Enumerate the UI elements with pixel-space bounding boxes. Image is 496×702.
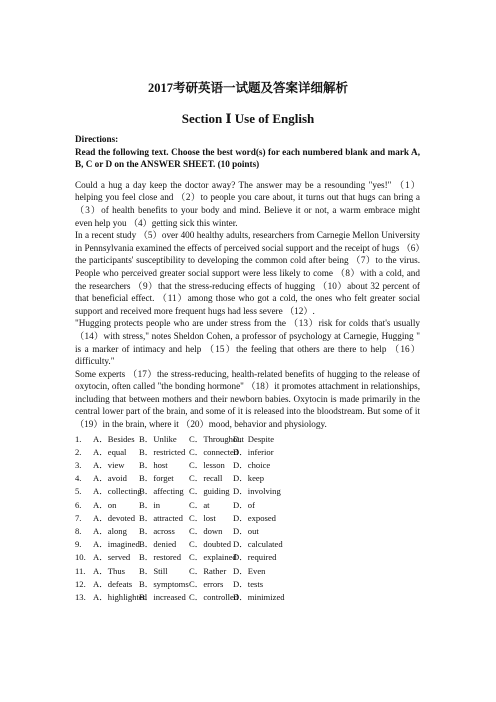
answer-option: A．defeats [93,578,133,589]
answer-option: D．Despite [233,433,275,444]
answer-option: B．restored [139,552,182,563]
answer-options-list [75,433,420,605]
answer-option: B．in [139,499,161,510]
answer-option: C．down [189,526,223,537]
answer-option: C．controlled [189,592,239,603]
question-number: 2. [75,446,82,457]
question-number: 9. [75,539,82,550]
question-number: 6. [75,499,82,510]
question-number: 5. [75,486,82,497]
answer-option: B．attracted [139,512,183,523]
option-row [75,591,420,604]
answer-option: A．Thus [93,565,125,576]
answer-option: B．restricted [139,446,186,457]
answer-option: A．avoid [93,473,127,484]
answer-option: A．view [93,460,125,471]
answer-option: C．explained [189,552,237,563]
answer-option: D．exposed [233,512,276,523]
answer-option: B．affecting [139,486,184,497]
directions-text: Read the following text. Choose the best word(s) for each numbered blank and mark A, B, C or D on the ANSWER SHEET. (10 points) [75,146,420,170]
option-row [75,565,420,578]
answer-option: B．forget [139,473,174,484]
answer-option: A．on [93,499,117,510]
option-row [75,433,420,446]
answer-option: D．Even [233,565,266,576]
answer-option: C．lesson [189,460,225,471]
option-row [75,499,420,512]
answer-option: D．calculated [233,539,283,550]
answer-option: C．Throughout [189,433,244,444]
answer-option: A．highlighted [93,592,147,603]
document-title: 2017考研英语一试题及答案详细解析 [147,81,348,95]
question-number: 12. [75,578,86,589]
question-number: 3. [75,460,82,471]
option-row [75,525,420,538]
option-row [75,551,420,564]
answer-option: B．denied [139,539,177,550]
option-row [75,512,420,525]
answer-option: A．collecting [93,486,142,497]
answer-option: C．connected [189,446,239,457]
answer-option: C．guiding [189,486,230,497]
answer-option: C．at [189,499,210,510]
document-body [75,133,420,604]
passage-paragraph-3: "Hugging protects people who are under stress from the （13）risk for colds that's usually （14）with stress," notes Sheldon Cohen, a professor of psychology at Carnegie, Hugging " is a marker of intimacy and help （15）the feeling that others are there to help （16）difficulty." [75,318,420,367]
answer-option: B．host [139,460,168,471]
answer-option: D．choice [233,460,271,471]
question-number: 8. [75,526,82,537]
option-row [75,578,420,591]
spacer [75,171,420,179]
answer-option: B．increased [139,592,186,603]
answer-option: A．along [93,526,127,537]
answer-option: D．involving [233,486,281,497]
option-row [75,485,420,498]
answer-option: C．recall [189,473,223,484]
answer-option: B．Unlike [139,433,177,444]
question-number: 10. [75,552,86,563]
answer-option: A．served [93,552,131,563]
option-row [75,459,420,472]
question-number: 1. [75,433,82,444]
question-number: 11. [75,565,86,576]
passage-paragraph-1: Could a hug a day keep the doctor away? The answer may be a resounding "yes!" （1）helping you feel close and （2）to people you care about, it turns out that hugs can bring a （3）of health benefits to your body and mind. Believe it or not, a warm embrace might even help you （4）getting sick this winter. [75,179,420,228]
answer-option: D．of [233,499,255,510]
answer-option: A．devoted [93,512,136,523]
answer-option: A．equal [93,446,127,457]
answer-option: D．inferior [233,446,274,457]
answer-option: C．doubted [189,539,232,550]
section-heading: Section Ⅰ Use of English [181,111,315,126]
answer-option: C．errors [189,578,224,589]
answer-option: D．keep [233,473,265,484]
passage-paragraph-2: In a recent study （5）over 400 healthy adults, researchers from Carnegie Mellon University in Pennsylvania examined the effects of perceived social support and the receipt of hugs （6）the participants' susceptibility to developing the common cold after being （7）to the virus. People who perceived greater social support were less likely to come （8）with a cold, and the researchers （9）that the stress-reducing effects of hugging （10）about 32 percent of that beneficial effect. （11）among those who got a cold, the ones who felt greater social support and received more frequent hugs had less severe （12）. [75,230,420,316]
directions-heading: Directions: [75,134,119,144]
answer-option: D．minimized [233,592,285,603]
answer-option: D．tests [233,578,264,589]
option-row [75,446,420,459]
answer-option: B．across [139,526,175,537]
option-row [75,538,420,551]
question-number: 13. [75,592,86,603]
answer-option: B．Still [139,565,168,576]
answer-option: D．out [233,526,259,537]
answer-option: C．lost [189,512,216,523]
option-row [75,472,420,485]
answer-option: A．Besides [93,433,135,444]
answer-option: D．required [233,552,277,563]
answer-option: C．Rather [189,565,227,576]
passage-paragraph-4: Some experts （17）the stress-reducing, health-related benefits of hugging to the release of oxytocin, often called "the bonding hormone" （18）it promotes attachment in relationships, including that between mothers and their newborn babies. Oxytocin is made primarily in the central lower part of the brain, and some of it is released into the bloodstream. But some of it （19）in the brain, where it （20）mood, behavior and physiology. [75,368,420,430]
answer-option: A．imagined [93,539,140,550]
question-number: 4. [75,473,82,484]
answer-option: B．symptoms [139,578,189,589]
question-number: 7. [75,512,82,523]
